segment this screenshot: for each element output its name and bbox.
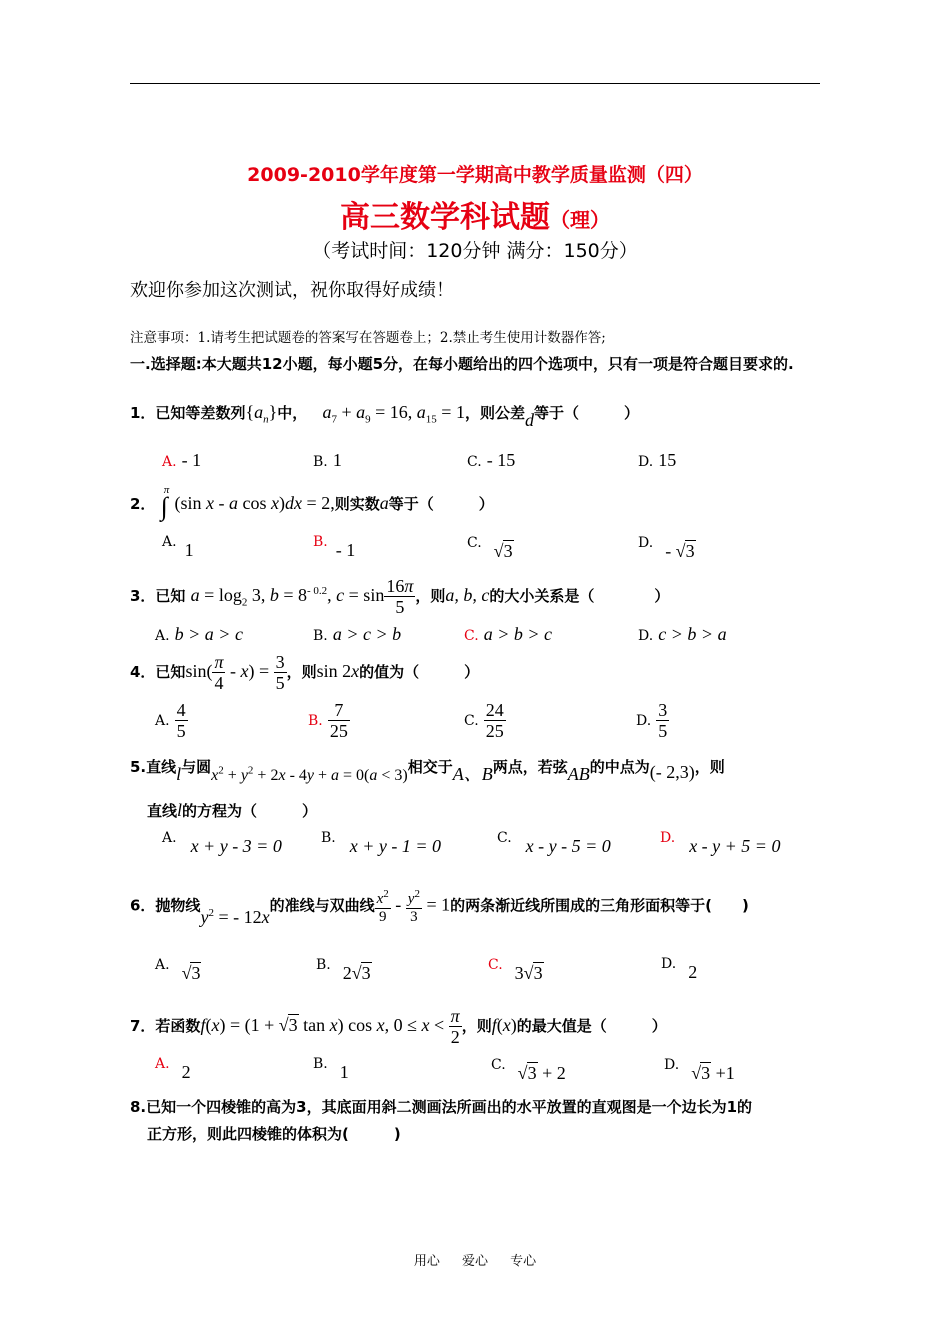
q4-frac-35: $\frac{3}{5}$ (275, 652, 285, 693)
q3-b-value: a > c > b (332, 624, 402, 644)
q5-b-value: x + y - 1 = 0 (349, 836, 442, 856)
q2-d-label: D. (638, 535, 654, 551)
q1-seq: $\{a_n\}$ (245, 402, 278, 426)
q6-c-value: 3 (533, 963, 543, 983)
q7-option-a[interactable] (155, 1052, 191, 1082)
q7-b-label: B. (313, 1056, 328, 1072)
q5-chord: AB (567, 764, 590, 784)
q6-c-label: C. (488, 957, 503, 973)
q7-text-b: ，则 (461, 1017, 492, 1035)
q3-text-b: ，则 (415, 587, 446, 605)
q3-text-c: 的大小关系是（ ） (489, 587, 670, 605)
question-1 (130, 402, 639, 430)
q7-option-d[interactable]: D. √3 +1 (664, 1057, 735, 1083)
q4-d-num: 3 (658, 700, 668, 720)
q4-b-num: 7 (328, 700, 350, 721)
q5-option-a[interactable] (162, 826, 282, 856)
q4-option-d[interactable] (636, 700, 669, 741)
q4-c-num: 24 (485, 700, 504, 720)
question-2 (130, 484, 494, 521)
q6-frac-x: $\frac{x^2}{9}$ (376, 888, 389, 925)
header-rule (130, 83, 820, 84)
q2-integrand: (sin x - a cos x)dx = 2, (174, 493, 335, 513)
q3-option-a[interactable] (155, 624, 243, 645)
q2-option-a[interactable] (162, 530, 194, 560)
question-8-line2: 正方形，则此四棱锥的体积为( ) (147, 1125, 401, 1143)
q5-d-value: x - y + 5 = 0 (689, 836, 781, 856)
q4-c-label: C. (464, 713, 479, 729)
q1-option-d[interactable] (638, 450, 676, 471)
q1-a-value: - 1 (181, 450, 202, 470)
q4-option-a[interactable] (155, 700, 188, 741)
q1-c-value: - 15 (486, 450, 516, 470)
q5-text-d: 两点，若弦 (492, 758, 568, 776)
q5-ab: A、B (452, 764, 493, 784)
q3-option-c[interactable] (464, 624, 552, 645)
question-8-line1: 8.已知一个四棱锥的高为3，其底面用斜二测画法所画出的水平放置的直观图是一个边长为1的 (130, 1098, 753, 1116)
q5-line2-b: 的方程为（ ） (182, 802, 318, 820)
q5-option-d[interactable] (660, 826, 781, 856)
q4-d-den: 5 (658, 721, 668, 741)
q6-frac-y: $\frac{y^2}{3}$ (407, 888, 420, 925)
q3-text-a: 3．已知 (130, 587, 186, 605)
q6-a-value: 3 (191, 963, 201, 983)
q2-upper-limit: π (163, 484, 170, 496)
q1-option-b[interactable] (313, 450, 342, 471)
q4-option-c[interactable] (464, 700, 506, 741)
section-heading: 一.选择题:本大题共12小题，每小题5分，在每小题给出的四个选项中，只有一项是符合题目要求的. (130, 355, 794, 373)
q3-vars: a, b, c (445, 585, 490, 605)
q2-text: 则实数 (334, 495, 380, 513)
q3-c-value: a > b > c (483, 624, 553, 644)
q6-eq: = 1 (421, 894, 451, 915)
q7-a-value: 2 (181, 1062, 191, 1082)
q5-c-label: C. (497, 830, 512, 846)
exam-title-line1: 2009-2010学年度第一学期高中教学质量监测（四） (247, 164, 703, 186)
q5-l2: l (177, 800, 183, 820)
q6-d-label: D. (661, 956, 677, 972)
q5-d-label: D. (660, 830, 676, 846)
q5-text-f: ，则 (694, 758, 725, 776)
q2-c-value: 3 (503, 541, 513, 561)
q7-d-value: +1 (715, 1063, 735, 1083)
q5-text-c: 相交于 (407, 758, 453, 776)
integral-sign-icon: ∫ (160, 492, 168, 521)
question-5-line2 (147, 800, 317, 821)
q5-option-c[interactable] (497, 826, 611, 856)
q2-c-label: C. (467, 535, 482, 551)
q7-a-label: A. (155, 1056, 170, 1072)
q6-text-b: 的准线与双曲线 (269, 896, 375, 915)
q2-a-value: 1 (184, 540, 194, 560)
q7-text-a: 7．若函数 (130, 1017, 201, 1035)
q5-a-value: x + y - 3 = 0 (190, 836, 282, 856)
exam-title-main (0, 192, 950, 236)
q4-text-a: 4．已知 (130, 663, 186, 681)
q6-option-b[interactable]: B. 2√3 (316, 957, 371, 983)
q7-text-c: 的最大值是（ ） (516, 1017, 667, 1035)
q4-d-label: D. (636, 713, 652, 729)
q6-b-label: B. (316, 957, 331, 973)
q1-text-b: 中， (277, 404, 308, 422)
q6-option-c[interactable]: C. 3√3 (488, 957, 543, 983)
q5-c-value: x - y - 5 = 0 (525, 836, 611, 856)
q7-d-label: D. (664, 1057, 680, 1073)
q5-text-b: 与圆 (181, 758, 212, 776)
q5-text-a: 5.直线 (130, 758, 177, 776)
q4-sin: sin( (185, 661, 213, 681)
q5-b-label: B. (321, 830, 336, 846)
q7-b-value: 1 (339, 1062, 349, 1082)
question-3 (130, 576, 669, 617)
q2-b-label: B. (313, 534, 328, 550)
q3-option-b[interactable] (313, 624, 401, 645)
q2-d-value: 3 (685, 541, 695, 561)
q4-a-label: A. (155, 713, 170, 729)
q6-minus: - (390, 894, 406, 915)
exam-subtitle: （考试时间：120分钟 满分：150分） (312, 240, 638, 262)
q1-text-c: ，则公差 (464, 404, 525, 422)
q2-b-value: - 1 (335, 540, 356, 560)
q7-c-label: C. (491, 1057, 506, 1073)
q4-frac-pi4: $\frac{\pi}{4}$ (214, 652, 224, 693)
q3-fraction: $\frac{16\pi}{5}$ (386, 576, 414, 617)
q1-c-label: C. (467, 454, 482, 470)
q6-text-c: 的两条渐近线所围成的三角形面积等于( ) (450, 896, 749, 915)
q5-text-e: 的中点为 (589, 758, 650, 776)
q4-b-den: 25 (329, 721, 348, 741)
q1-option-a[interactable] (162, 450, 201, 471)
question-5 (130, 752, 725, 784)
q7-function: f(x) = (1 + √3 tan x) cos x, 0 ≤ x < (200, 1015, 449, 1035)
q7-frac: $\frac{\pi}{2}$ (450, 1006, 460, 1047)
notes: 注意事项：1.请考生把试题卷的答案写在答题卷上；2.禁止考生使用计数器作答; (130, 330, 606, 346)
q6-parabola: $y^2$ = - 12x (200, 906, 270, 927)
q6-text-a: 6．抛物线 (130, 896, 201, 915)
q3-d-label: D. (638, 628, 654, 644)
question-7 (130, 1006, 667, 1047)
q1-text-d: 等于（ ） (533, 404, 639, 422)
welcome-text: 欢迎你参加这次测试，祝你取得好成绩！ (130, 280, 454, 301)
q1-d-value: 15 (658, 450, 677, 470)
q5-circle: $x^2 + y^2 + 2x - 4y + a = 0(a < 3)$ (211, 764, 408, 784)
q7-option-c[interactable]: C. √3 + 2 (491, 1057, 566, 1083)
question-4 (130, 652, 479, 693)
q3-b-label: B. (313, 628, 328, 644)
q1-condition: $a_7 + a_9 = 16$, $a_{15} = 1$ (322, 402, 465, 426)
q4-text-b: ，则 (286, 663, 317, 681)
q4-option-b[interactable] (308, 700, 350, 741)
q5-option-b[interactable] (321, 826, 442, 856)
q2-option-b[interactable] (313, 530, 356, 560)
q6-option-d[interactable] (661, 952, 698, 982)
q5-l: l (176, 764, 182, 784)
title-suffix: （理） (550, 208, 610, 232)
q1-b-value: 1 (332, 450, 342, 470)
q4-sin2x: sin 2x (316, 661, 360, 681)
q2-option-c[interactable]: C. √3 (467, 535, 513, 561)
q3-c-label: C. (464, 628, 479, 644)
q6-option-a[interactable]: A. √3 (155, 957, 201, 983)
q1-text-a: 1．已知等差数列 (130, 404, 246, 422)
q4-c-den: 25 (485, 721, 504, 741)
q5-a-label: A. (162, 830, 177, 846)
q2-text-b: 等于（ ） (388, 495, 494, 513)
title-main-text: 高三数学科试题 (340, 200, 550, 235)
q1-d: d (524, 410, 534, 430)
q2-a-label: A. (162, 534, 177, 550)
q2-option-d[interactable]: D. - √3 (638, 535, 695, 561)
q3-condition: $a = \log_2 3$, $b = 8^{- 0.2}$, c = sin (190, 585, 385, 609)
q3-option-d[interactable] (638, 624, 727, 645)
q2-num: 2． (130, 495, 156, 513)
q6-d-value: 2 (688, 962, 698, 982)
q5-midpoint: (- 2,3) (649, 762, 695, 782)
q1-a-label: A. (162, 454, 177, 470)
q7-c-value: + 2 (542, 1063, 566, 1083)
q1-b-label: B. (313, 454, 328, 470)
q4-expr: - x) = (225, 661, 274, 681)
page-footer: 用心 爱心 专心 (413, 1254, 537, 1269)
q3-d-value: c > b > a (658, 624, 727, 644)
q7-fx: f(x) (491, 1015, 517, 1035)
q3-a-label: A. (155, 628, 170, 644)
q6-a-label: A. (155, 957, 170, 973)
q7-option-b[interactable] (313, 1052, 349, 1082)
q1-d-label: D. (638, 454, 654, 470)
q2-a: a (379, 493, 389, 513)
q1-option-c[interactable] (467, 450, 515, 471)
q4-a-num: 4 (176, 700, 186, 720)
q4-text-c: 的值为（ ） (359, 663, 480, 681)
q5-line2: 直线 (147, 802, 178, 820)
question-6 (130, 886, 749, 926)
q4-a-den: 5 (176, 721, 186, 741)
q4-b-label: B. (308, 713, 323, 729)
q3-a-value: b > a > c (174, 624, 243, 644)
